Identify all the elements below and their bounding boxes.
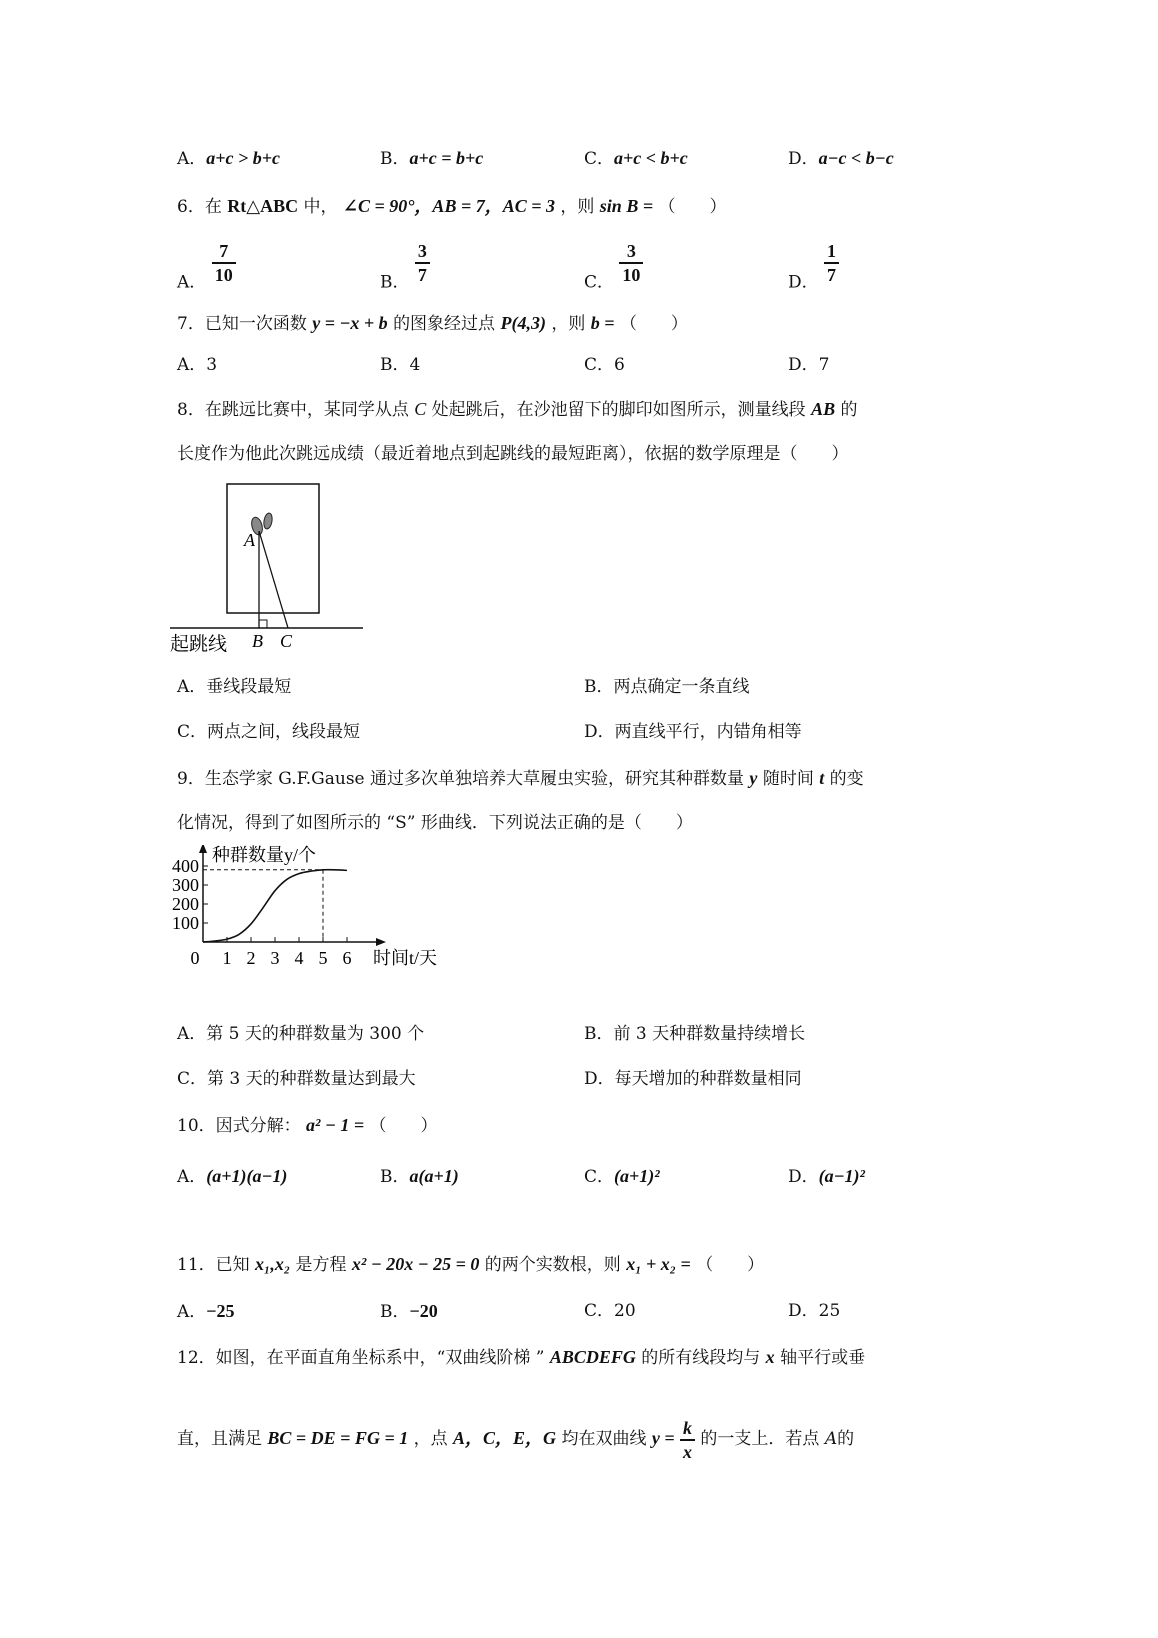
- q10-option-d: [788, 1165, 865, 1188]
- q10-option-d-expr: (a−1)²: [818, 1166, 865, 1186]
- q5-option-a-expr: a+c > b+c: [206, 148, 281, 168]
- y-tick-label: 400: [172, 856, 199, 876]
- q7-mid: 的图象经过点: [393, 314, 496, 334]
- q11-equation: x² − 20x − 25 = 0: [351, 1254, 480, 1274]
- q12-line2-pre: 直，且满足: [177, 1429, 262, 1449]
- q12-line1-mid: 的所有线段均与: [641, 1348, 761, 1368]
- q7-option-a: A．3: [177, 355, 218, 375]
- q7-option-c: C．6: [584, 355, 625, 375]
- y-tick-label: 100: [172, 913, 199, 933]
- q10-option-b: [380, 1165, 459, 1188]
- q7-function: y = −x + b: [312, 313, 388, 333]
- q6-mid: 中，: [303, 197, 338, 217]
- q8-long-jump-figure: [170, 478, 370, 658]
- q9-line1-mid: 随时间: [762, 769, 814, 789]
- q12-xv: x: [683, 1441, 693, 1462]
- x-tick-label: 1: [222, 948, 232, 968]
- q11-option-b-value: −20: [409, 1301, 438, 1321]
- q10-expr: a² − 1 =: [306, 1115, 365, 1135]
- q6-option-c-num: 3: [619, 240, 643, 264]
- q6-stem: [177, 195, 726, 218]
- q11-mid: 是方程: [295, 1255, 347, 1275]
- q7-option-d: D．7: [788, 355, 830, 375]
- q11-paren: （ ）: [696, 1255, 765, 1275]
- q10-option-a: [177, 1165, 287, 1188]
- q5-option-a: [177, 147, 280, 170]
- q7-stem: [177, 312, 688, 335]
- q10-option-b-label: B．: [380, 1167, 410, 1187]
- q11-option-a-value: −25: [206, 1301, 235, 1321]
- q7-prefix: 7．已知一次函数: [177, 314, 307, 334]
- q12-point-a: A: [824, 1429, 838, 1449]
- q6-option-c-fraction: [619, 240, 643, 286]
- q9-option-a: A．第 5 天的种群数量为 300 个: [177, 1024, 425, 1044]
- q6-option-b-num: 3: [415, 240, 430, 264]
- q6-option-d-label: D．: [788, 272, 819, 293]
- x-axis-arrow: [376, 938, 386, 946]
- q9-population-chart: [170, 845, 480, 1015]
- q6-option-b: [380, 240, 430, 294]
- q11-option-c: C．20: [584, 1301, 636, 1321]
- q10-option-c-label: C．: [584, 1167, 615, 1187]
- q6-option-a-num: 7: [212, 240, 236, 264]
- q12-x: x: [765, 1347, 775, 1367]
- q9-option-c: C．第 3 天的种群数量达到最大: [177, 1069, 416, 1089]
- q12-line1-end: 轴平行或垂: [780, 1348, 866, 1368]
- q6-option-c-label: C．: [584, 272, 615, 293]
- q5-option-c-expr: a+c < b+c: [614, 148, 688, 168]
- y-axis-label: 种群数量y/个: [212, 845, 317, 865]
- q10-paren: （ ）: [369, 1116, 438, 1136]
- q11-option-b: [380, 1300, 438, 1323]
- q6-option-a-fraction: [212, 240, 236, 286]
- q6-then: ，则: [560, 197, 595, 217]
- s-curve-series: [203, 870, 347, 942]
- q5-option-c-label: C．: [584, 149, 615, 169]
- q9-option-d: D．每天增加的种群数量相同: [584, 1069, 802, 1089]
- q8-option-a: A．垂线段最短: [177, 677, 292, 697]
- q8-option-c: C．两点之间，线段最短: [177, 722, 361, 742]
- q12-stem-line1: [177, 1346, 865, 1369]
- q6-option-d: [788, 240, 839, 294]
- q9-line1-end: 的变: [829, 769, 864, 789]
- q5-option-d: [788, 147, 894, 170]
- q8-segment-ab: AB: [811, 399, 836, 419]
- q10-option-a-expr: (a+1)(a−1): [206, 1166, 288, 1186]
- q12-line1-pre: 12．如图，在平面直角坐标系中，“双曲线阶梯 ”: [177, 1348, 545, 1368]
- q12-fraction: [680, 1417, 695, 1463]
- q6-sinb: sin B =: [599, 196, 654, 216]
- q8-option-b: B．两点确定一条直线: [584, 677, 750, 697]
- q10-prefix: 10．因式分解：: [177, 1116, 301, 1136]
- q9-line1-pre: 9．生态学家 G.F.Gause 通过多次单独培养大草履虫实验，研究其种群数量: [177, 769, 745, 789]
- q6-option-b-label: B．: [380, 272, 410, 293]
- q12-stem-line2: [177, 1413, 854, 1464]
- label-c: C: [280, 631, 293, 651]
- x-tick-label: 0: [190, 948, 200, 968]
- x-tick-label: 5: [318, 948, 328, 968]
- q9-y: y: [749, 768, 758, 788]
- sandpit-rect: [227, 484, 319, 613]
- q11-option-a-label: A．: [177, 1302, 207, 1322]
- q7-option-b: B．4: [380, 355, 421, 375]
- x-tick-label: 6: [342, 948, 352, 968]
- q12-staircase-name: ABCDEFG: [549, 1347, 636, 1367]
- q6-option-a-label: A．: [177, 272, 207, 293]
- q6-option-c: [584, 240, 643, 294]
- label-a: A: [244, 530, 255, 550]
- x-axis-label: 时间t/天: [373, 948, 438, 968]
- q10-option-d-label: D．: [788, 1167, 819, 1187]
- q11-option-a: [177, 1300, 235, 1323]
- q6-option-d-fraction: [824, 240, 839, 286]
- q10-option-b-expr: a(a+1): [409, 1166, 459, 1186]
- q10-option-c-expr: (a+1)²: [614, 1166, 660, 1186]
- q8-line1-mid: 处起跳后，在沙池留下的脚印如图所示，测量线段: [431, 400, 806, 420]
- x-tick-label: 2: [246, 948, 256, 968]
- q6-prefix: 6．在: [177, 197, 222, 217]
- q9-option-b: B．前 3 天种群数量持续增长: [584, 1024, 806, 1044]
- q9-stem-line2: 化情况，得到了如图所示的 “S” 形曲线．下列说法正确的是（ ）: [177, 813, 693, 833]
- q8-stem-line1: [177, 398, 857, 421]
- q5-option-d-expr: a−c < b−c: [818, 148, 894, 168]
- q7-paren: （ ）: [619, 314, 688, 334]
- q8-option-d: D．两直线平行，内错角相等: [584, 722, 802, 742]
- q7-then: ，则: [551, 314, 586, 334]
- q6-paren: （ ）: [658, 197, 727, 217]
- right-angle-mark: [259, 620, 267, 628]
- q6-option-c-den: 10: [622, 265, 641, 285]
- q11-prefix: 11．已知: [177, 1255, 250, 1275]
- q12-y-eq: y =: [651, 1428, 675, 1448]
- q12-points: A，C，E，G: [453, 1428, 557, 1448]
- q12-condition: BC = DE = FG = 1: [267, 1428, 409, 1448]
- q6-option-a-den: 10: [214, 265, 233, 285]
- q10-option-c: [584, 1165, 660, 1188]
- q6-option-d-num: 1: [824, 240, 839, 264]
- q12-line2-mid: ，点: [413, 1429, 448, 1449]
- q8-line1-end: 的: [840, 400, 858, 420]
- q7-point: P(4,3): [500, 313, 546, 333]
- footprint-right: [263, 512, 274, 529]
- label-b: B: [252, 631, 263, 651]
- label-takeoff-line: 起跳线: [170, 634, 228, 655]
- y-tick-label: 200: [172, 894, 199, 914]
- q6-condition: ∠C = 90°，AB = 7，AC = 3: [342, 196, 555, 216]
- y-tick-label: 300: [172, 875, 199, 895]
- q11-stem: [177, 1253, 764, 1276]
- y-axis-arrow: [199, 845, 207, 853]
- q12-line2-mid2: 均在双曲线: [561, 1429, 647, 1449]
- q11-option-d: D．25: [788, 1301, 841, 1321]
- q10-stem: [177, 1114, 438, 1137]
- q5-option-a-label: A．: [177, 149, 207, 169]
- q5-option-b: [380, 147, 483, 170]
- q8-line1-pre: 8．在跳远比赛中，某同学从点: [177, 400, 409, 420]
- q9-t: t: [819, 768, 825, 788]
- q12-de: 的: [837, 1429, 855, 1449]
- q5-option-b-label: B．: [380, 149, 410, 169]
- q11-option-b-label: B．: [380, 1302, 410, 1322]
- q5-option-d-label: D．: [788, 149, 819, 169]
- q9-stem-line1: [177, 767, 864, 790]
- q5-option-c: [584, 147, 688, 170]
- q6-option-a: [177, 240, 236, 294]
- q11-then: 的两个实数根，则: [484, 1255, 621, 1275]
- q11-sum: x₁ + x₂ =: [626, 1254, 691, 1274]
- q6-triangle: Rt△ABC: [227, 196, 299, 216]
- q6-option-b-den: 7: [417, 265, 427, 285]
- q10-option-a-label: A．: [177, 1167, 207, 1187]
- q6-option-b-fraction: [415, 240, 430, 286]
- x-tick-label: 3: [270, 948, 280, 968]
- x-tick-label: 4: [294, 948, 304, 968]
- q7-b-eq: b =: [590, 313, 615, 333]
- q5-option-b-expr: a+c = b+c: [409, 148, 484, 168]
- q8-stem-line2: 长度作为他此次跳远成绩（最近着地点到起跳线的最短距离），依据的数学原理是（ ）: [177, 444, 849, 464]
- q6-option-d-den: 7: [827, 265, 837, 285]
- q12-line2-end: 的一支上．若点: [700, 1429, 820, 1449]
- q12-k: k: [680, 1417, 695, 1441]
- q11-roots: x₁,x₂: [255, 1254, 291, 1274]
- q8-point-c: C: [414, 399, 427, 419]
